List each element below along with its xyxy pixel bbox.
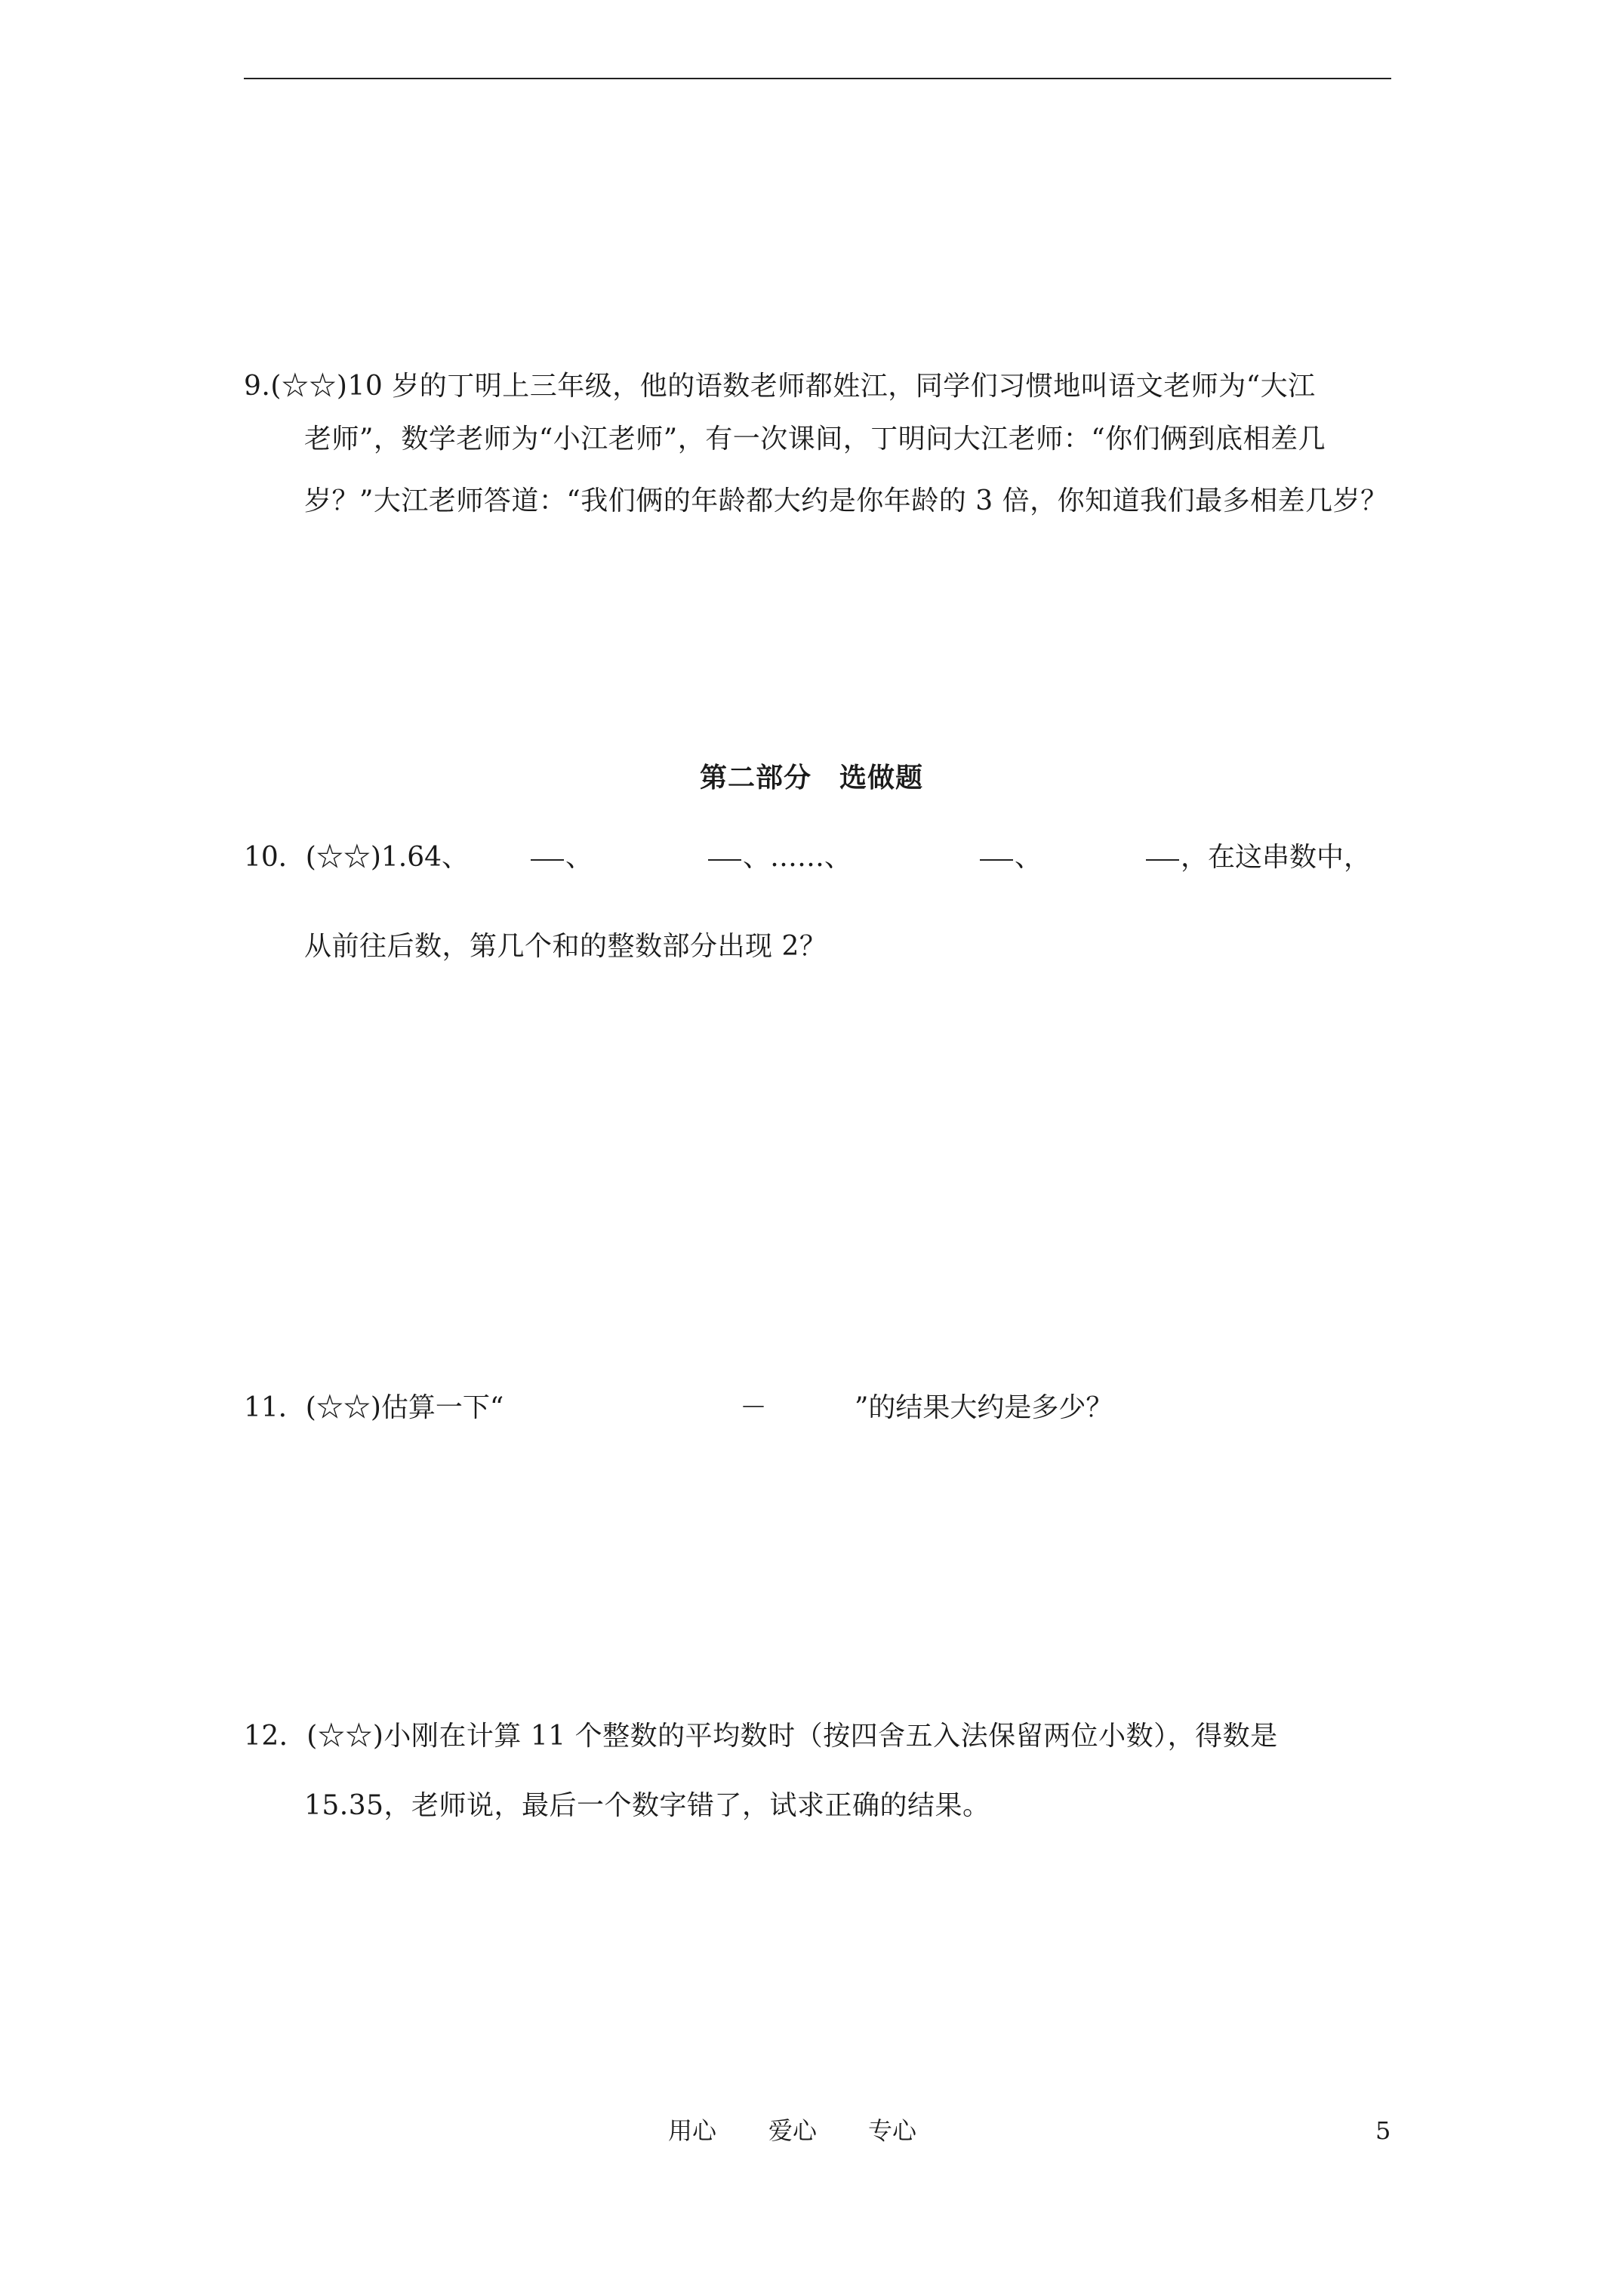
q11-prefix: 11．(☆☆)估算一下“ — [244, 1392, 504, 1423]
section-heading: 第二部分 选做题 — [699, 762, 923, 794]
q9-line-1: 9.(☆☆)10 岁的丁明上三年级，他的语数老师都姓江，同学们习惯地叫语文老师为“大江 — [244, 371, 1316, 402]
q10-fraction-bar-1 — [531, 859, 564, 861]
q11-minus: － — [740, 1392, 768, 1423]
q10-suffix: ，在这串数中， — [1181, 842, 1372, 873]
q10-separator-2: 、……、 — [743, 842, 852, 873]
q9-line-3: 岁？”大江老师答道：“我们俩的年龄都大约是你年龄的 3 倍，你知道我们最多相差几岁？ — [304, 485, 1388, 516]
q12-line-1: 12．(☆☆)小刚在计算 11 个整数的平均数时（按四舍五入法保留两位小数），得数是 — [244, 1721, 1278, 1752]
q10-fraction-bar-3 — [980, 859, 1013, 861]
footer-slogan-2: 爱心 — [768, 2116, 818, 2145]
footer-slogan-3: 专心 — [868, 2116, 917, 2145]
q10-fraction-bar-2 — [708, 859, 741, 861]
header-rule — [244, 78, 1391, 79]
q9-line-2: 老师”，数学老师为“小江老师”，有一次课间，丁明问大江老师：“你们俩到底相差几 — [304, 424, 1326, 455]
q10-line-2: 从前往后数，第几个和的整数部分出现 2？ — [304, 931, 827, 962]
q12-line-2: 15.35，老师说，最后一个数字错了，试求正确的结果。 — [304, 1790, 990, 1821]
q10-separator-3: 、 — [1015, 842, 1042, 873]
page-number: 5 — [1375, 2116, 1391, 2145]
q10-prefix: 10．(☆☆)1.64、 — [244, 842, 470, 873]
q10-fraction-bar-4 — [1146, 859, 1179, 861]
footer-slogan-1: 用心 — [668, 2116, 717, 2145]
q11-suffix: ”的结果大约是多少？ — [855, 1392, 1113, 1423]
q10-separator-1: 、 — [565, 842, 593, 873]
